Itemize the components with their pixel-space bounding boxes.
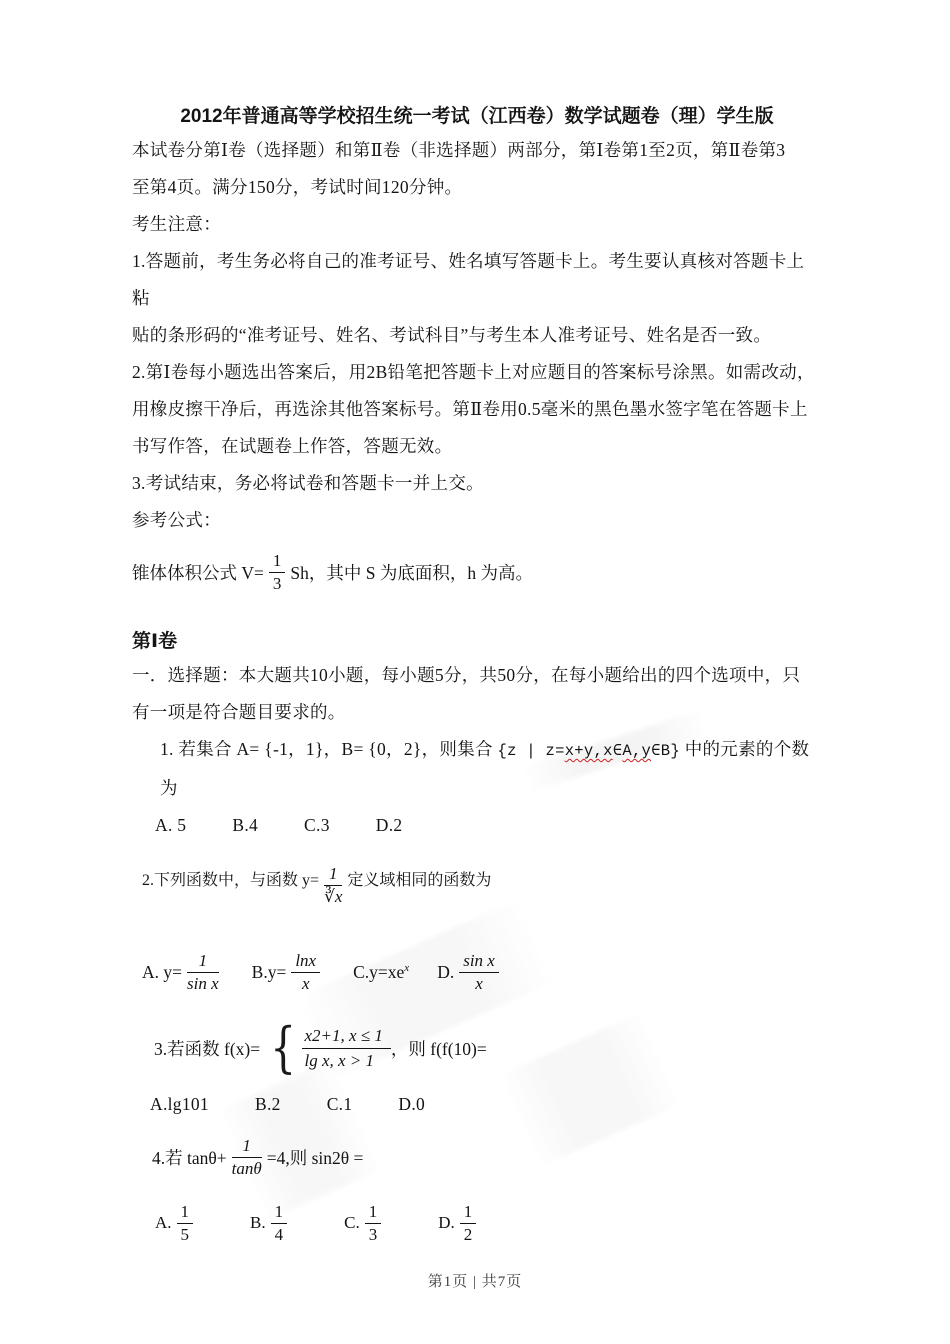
section1-heading: 第Ⅰ卷 <box>132 631 178 652</box>
notice-item2-line3: 书写作答，在试题卷上作答，答题无效。 <box>132 436 453 456</box>
question-3-stem: 3.若函数 f(x)= { x2+1, x ≤ 1 lg x, x > 1 ，则 f(f(10)= <box>154 1016 487 1079</box>
option-d: D. <box>438 1213 455 1232</box>
option-a: A. 5 <box>155 815 187 835</box>
formula-suffix: Sh，其中 S 为底面积，h 为高。 <box>290 562 533 583</box>
formula-prefix: 锥体体积公式 V= <box>132 562 264 583</box>
question-1-options <box>132 807 822 844</box>
page-footer: 第1页 | 共7页 <box>427 1274 523 1290</box>
question-1-stem: 1. 若集合 A= {-1，1}，B= {0，2}，则集合 {z | z=x+y,x∈A,y∈B} 中的元素的个数为 <box>160 739 810 798</box>
piecewise-brace: { <box>270 1016 297 1079</box>
option-b-fraction: $\frac{\ln x}{x}$ <box>291 951 320 993</box>
question-3-options <box>132 1086 822 1123</box>
notice-item2-line2: 用橡皮擦干净后，再选涂其他答案标号。第Ⅱ卷用0.5毫米的黑色墨水签字笔在答题卡上 <box>132 399 808 419</box>
option-c: $C.y=xe^x$ <box>353 961 410 982</box>
tan-fraction: $\frac{1}{\tan\theta}$ <box>231 1135 262 1178</box>
option-c-fraction: $\frac{1}{3}$ <box>365 1202 382 1244</box>
page-content <box>132 0 822 1255</box>
option-c: C.1 <box>326 1094 353 1114</box>
volume-formula <box>132 541 822 603</box>
option-a: A. y= <box>142 961 183 982</box>
option-d-fraction: $\frac{\text{sin x}}{x}$ <box>459 951 499 993</box>
notice-item1-line1: 1.答题前，考生务必将自己的准考证号、姓名填写答题卡上。考生要认真核对答题卡上粘 <box>132 251 805 308</box>
option-b-fraction: $\frac{1}{4}$ <box>271 1202 288 1244</box>
option-b: B.y= <box>251 961 287 982</box>
section1-instruction-line1: 一．选择题：本大题共10小题，每小题5分，共50分，在每小题给出的四个选项中，只 <box>132 665 801 685</box>
exam-title: 2012年普通高等学校招生统一考试（江西卷）数学试题卷（理）学生版 <box>180 106 774 127</box>
option-b: B. <box>250 1213 266 1232</box>
question-2-stem: 2.下列函数中，与函数 y= $\frac{1}{∛x}$ 定义域相同的函数为 <box>142 864 492 906</box>
option-a: A. <box>155 1213 172 1232</box>
option-a-fraction: $\frac{1}{5}$ <box>177 1202 194 1244</box>
option-a-fraction: $\frac{1}{\text{sin x}}$ <box>187 950 219 993</box>
option-b: B.2 <box>254 1094 281 1114</box>
notice-heading: 考生注意： <box>132 214 221 234</box>
notice-item3: 3.考试结束，务必将试卷和答题卡一并上交。 <box>132 473 484 493</box>
piecewise-cases: x2+1, x ≤ 1 lg x, x > 1 <box>302 1026 390 1071</box>
option-d-fraction: $\frac{1}{2}$ <box>460 1202 477 1244</box>
option-d: D.0 <box>398 1094 426 1114</box>
intro-line-1: 本试卷分第Ⅰ卷（选择题）和第Ⅱ卷（非选择题）两部分，第Ⅰ卷第1至2页，第Ⅱ卷第3 <box>132 140 786 160</box>
cube-root-fraction: $\frac{1}{∛x}$ <box>324 864 343 906</box>
notice-item2-line1: 2.第Ⅰ卷每小题选出答案后，用2B铅笔把答题卡上对应题目的答案标号涂黑。如需改动， <box>132 362 815 382</box>
question-2-options <box>132 936 822 1008</box>
option-d: D. <box>437 961 455 982</box>
question-4-options <box>132 1191 822 1255</box>
question-4-stem: 4.若 tanθ+ $\frac{1}{\tan\theta}$ =4,则 sin2θ = <box>152 1135 364 1178</box>
option-a: A.lg101 <box>150 1094 209 1114</box>
formula-heading: 参考公式： <box>132 510 221 530</box>
option-c: C. <box>344 1213 360 1232</box>
option-c: C.3 <box>304 815 330 835</box>
intro-line-2: 至第4页。满分150分，考试时间120分钟。 <box>132 177 463 197</box>
option-b: B.4 <box>232 815 259 835</box>
spellcheck-underline: A,y <box>622 742 652 760</box>
option-d: D.2 <box>375 815 403 835</box>
section1-instruction-line2: 有一项是符合题目要求的。 <box>132 702 346 722</box>
notice-item1-line2: 贴的条形码的“准考证号、姓名、考试科目”与考生本人准考证号、姓名是否一致。 <box>132 325 772 345</box>
spellcheck-underline: x+y,x <box>564 742 613 760</box>
one-third-fraction: $\frac{1}{3}$ <box>269 551 286 593</box>
